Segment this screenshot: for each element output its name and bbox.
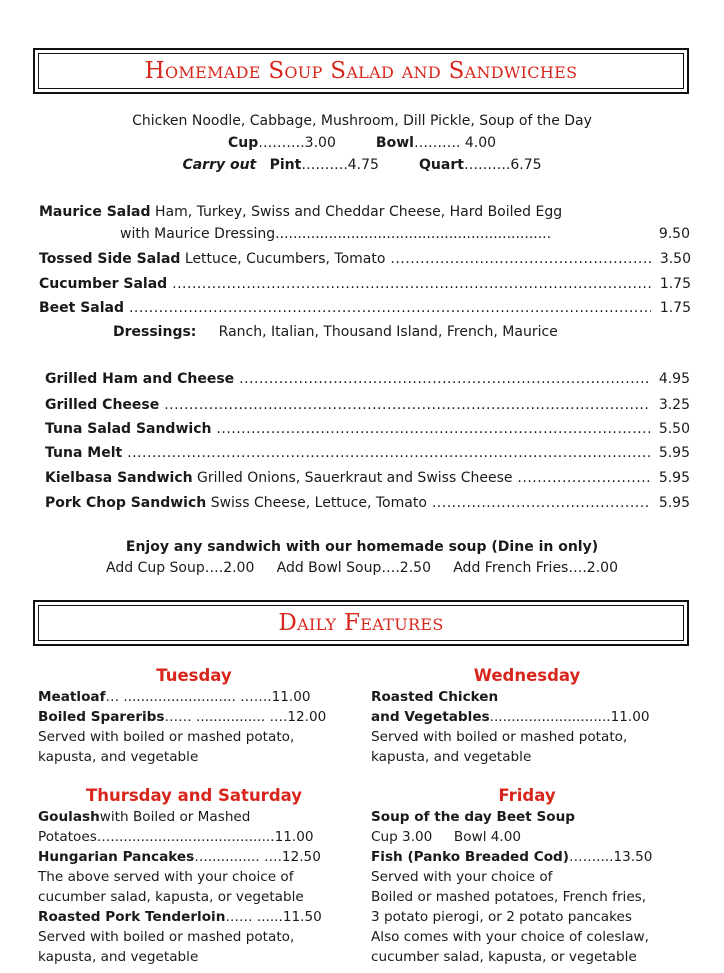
day-heading: Tuesday bbox=[156, 666, 232, 685]
feature-price: …............ ….12.50 bbox=[194, 849, 321, 865]
cup-price: ……….3.00 bbox=[258, 135, 336, 151]
item-name: Grilled Cheese bbox=[45, 397, 160, 413]
item-name: Tuna Salad Sandwich bbox=[45, 421, 212, 437]
carry-out-label: Carry out bbox=[182, 157, 257, 173]
item-price: 4.95 bbox=[658, 371, 690, 387]
feature-name: Goulash bbox=[38, 809, 100, 825]
item-price: 5.95 bbox=[658, 445, 690, 461]
dressings-list: Ranch, Italian, Thousand Island, French, Maurice bbox=[218, 324, 558, 340]
feature-price: Potatoes…......................................11.00 bbox=[38, 829, 314, 845]
item-name: Cucumber Salad bbox=[39, 276, 168, 292]
item-name: Pork Chop Sandwich bbox=[45, 495, 207, 511]
feature-name: Soup of the day Beet Soup bbox=[371, 809, 576, 825]
feature-thursday-saturday bbox=[38, 785, 350, 967]
soup-carry-out-prices bbox=[0, 156, 724, 174]
item-name: Grilled Ham and Cheese bbox=[45, 371, 235, 387]
day-heading: Friday bbox=[498, 786, 556, 805]
feature-desc: kapusta, and vegetable bbox=[38, 949, 199, 965]
bowl-price: ………. 4.00 bbox=[413, 135, 497, 151]
menu-item-grilled-cheese bbox=[45, 396, 690, 414]
cup-label: Cup bbox=[227, 135, 259, 151]
menu-item-cucumber-salad bbox=[39, 275, 691, 293]
menu-item-grilled-ham-and-cheese bbox=[45, 370, 690, 388]
feature-price: … .......................... …….11.00 bbox=[105, 689, 311, 705]
item-name: Beet Salad bbox=[39, 300, 125, 316]
feature-desc: Also comes with your choice of coleslaw, bbox=[371, 929, 649, 945]
item-name: Kielbasa Sandwich bbox=[45, 470, 193, 486]
dressings-label: Dressings: bbox=[113, 324, 197, 340]
feature-price: …… ......11.50 bbox=[225, 909, 322, 925]
maurice-salad-name: Maurice Salad bbox=[39, 204, 151, 220]
day-heading: Thursday and Saturday bbox=[85, 786, 303, 805]
feature-price: …… ................ ….12.00 bbox=[164, 709, 327, 725]
item-desc: Grilled Onions, Sauerkraut and Swiss Cheese bbox=[192, 470, 513, 486]
item-price: 5.50 bbox=[658, 421, 690, 437]
maurice-salad-desc-2: with Maurice Dressing.............................................................. bbox=[120, 226, 552, 242]
feature-wednesday bbox=[371, 665, 683, 767]
feature-price: ……....13.50 bbox=[569, 849, 653, 865]
feature-desc: Served with your choice of bbox=[371, 869, 553, 885]
maurice-salad bbox=[39, 203, 562, 221]
item-price: 3.50 bbox=[659, 251, 691, 267]
feature-name: Meatloaf bbox=[38, 689, 106, 705]
feature-price: Cup 3.00 Bowl 4.00 bbox=[371, 829, 522, 845]
pint-price: ……….4.75 bbox=[301, 157, 379, 173]
soup-list: Chicken Noodle, Cabbage, Mushroom, Dill Pickle, Soup of the Day bbox=[132, 113, 592, 129]
menu-item-pork-chop-sandwich bbox=[45, 494, 690, 512]
feature-name: Roasted Pork Tenderloin bbox=[38, 909, 226, 925]
section-header-daily-features bbox=[33, 600, 689, 646]
feature-desc: with Boiled or Mashed bbox=[99, 809, 251, 825]
feature-price: ............................11.00 bbox=[489, 709, 650, 725]
menu-item-tuna-salad-sandwich bbox=[45, 420, 690, 438]
feature-name: Hungarian Pancakes bbox=[38, 849, 195, 865]
menu-item-kielbasa-sandwich bbox=[45, 469, 690, 487]
bowl-label: Bowl bbox=[375, 135, 414, 151]
item-price: 5.95 bbox=[658, 470, 690, 486]
menu-item-tuna-melt bbox=[45, 444, 690, 462]
feature-name: Roasted Chicken bbox=[371, 689, 499, 705]
feature-desc: kapusta, and vegetable bbox=[371, 749, 532, 765]
soup-cup-bowl-prices bbox=[0, 134, 724, 152]
soup-combo-addons: Add Cup Soup….2.00 Add Bowl Soup….2.50 Add French Fries….2.00 bbox=[106, 560, 618, 576]
feature-tuesday bbox=[38, 665, 350, 767]
menu-item-tossed-side-salad bbox=[39, 250, 691, 268]
item-price: 5.95 bbox=[658, 495, 690, 511]
feature-desc: Served with boiled or mashed potato, bbox=[371, 729, 628, 745]
feature-friday bbox=[371, 785, 683, 967]
day-heading: Wednesday bbox=[473, 666, 581, 685]
quart-label: Quart bbox=[419, 157, 464, 173]
item-desc: Lettuce, Cucumbers, Tomato bbox=[180, 251, 386, 267]
section-title: Homemade Soup Salad and Sandwiches bbox=[144, 58, 578, 84]
quart-price: ……….6.75 bbox=[463, 157, 542, 173]
feature-desc: kapusta, and vegetable bbox=[38, 749, 199, 765]
feature-desc: Served with boiled or mashed potato, bbox=[38, 929, 295, 945]
maurice-salad-desc: Ham, Turkey, Swiss and Cheddar Cheese, Hard Boiled Egg bbox=[150, 204, 563, 220]
feature-desc: The above served with your choice of bbox=[38, 869, 294, 885]
item-name: Tossed Side Salad bbox=[39, 251, 181, 267]
item-desc: Swiss Cheese, Lettuce, Tomato bbox=[206, 495, 427, 511]
feature-desc: cucumber salad, kapusta, or vegetable bbox=[371, 949, 637, 965]
feature-name: Fish (Panko Breaded Cod) bbox=[371, 849, 569, 865]
feature-desc: 3 potato pierogi, or 2 potato pancakes bbox=[371, 909, 632, 925]
item-price: 3.25 bbox=[658, 397, 690, 413]
feature-desc: Boiled or mashed potatoes, French fries, bbox=[371, 889, 647, 905]
feature-desc: Served with boiled or mashed potato, bbox=[38, 729, 295, 745]
section-header-soup-salad-sandwiches bbox=[33, 48, 689, 94]
dressings bbox=[113, 323, 558, 341]
feature-desc: cucumber salad, kapusta, or vegetable bbox=[38, 889, 304, 905]
item-price: 1.75 bbox=[659, 300, 691, 316]
soup-combo-headline: Enjoy any sandwich with our homemade soup (Dine in only) bbox=[125, 539, 599, 555]
item-price: 1.75 bbox=[659, 276, 691, 292]
pint-label: Pint bbox=[269, 157, 302, 173]
section-title: Daily Features bbox=[278, 610, 444, 636]
item-name: Tuna Melt bbox=[45, 445, 123, 461]
maurice-salad-price: 9.50 bbox=[658, 226, 690, 242]
feature-name: and Vegetables bbox=[371, 709, 490, 725]
feature-name: Boiled Spareribs bbox=[38, 709, 165, 725]
menu-item-beet-salad bbox=[39, 299, 691, 317]
